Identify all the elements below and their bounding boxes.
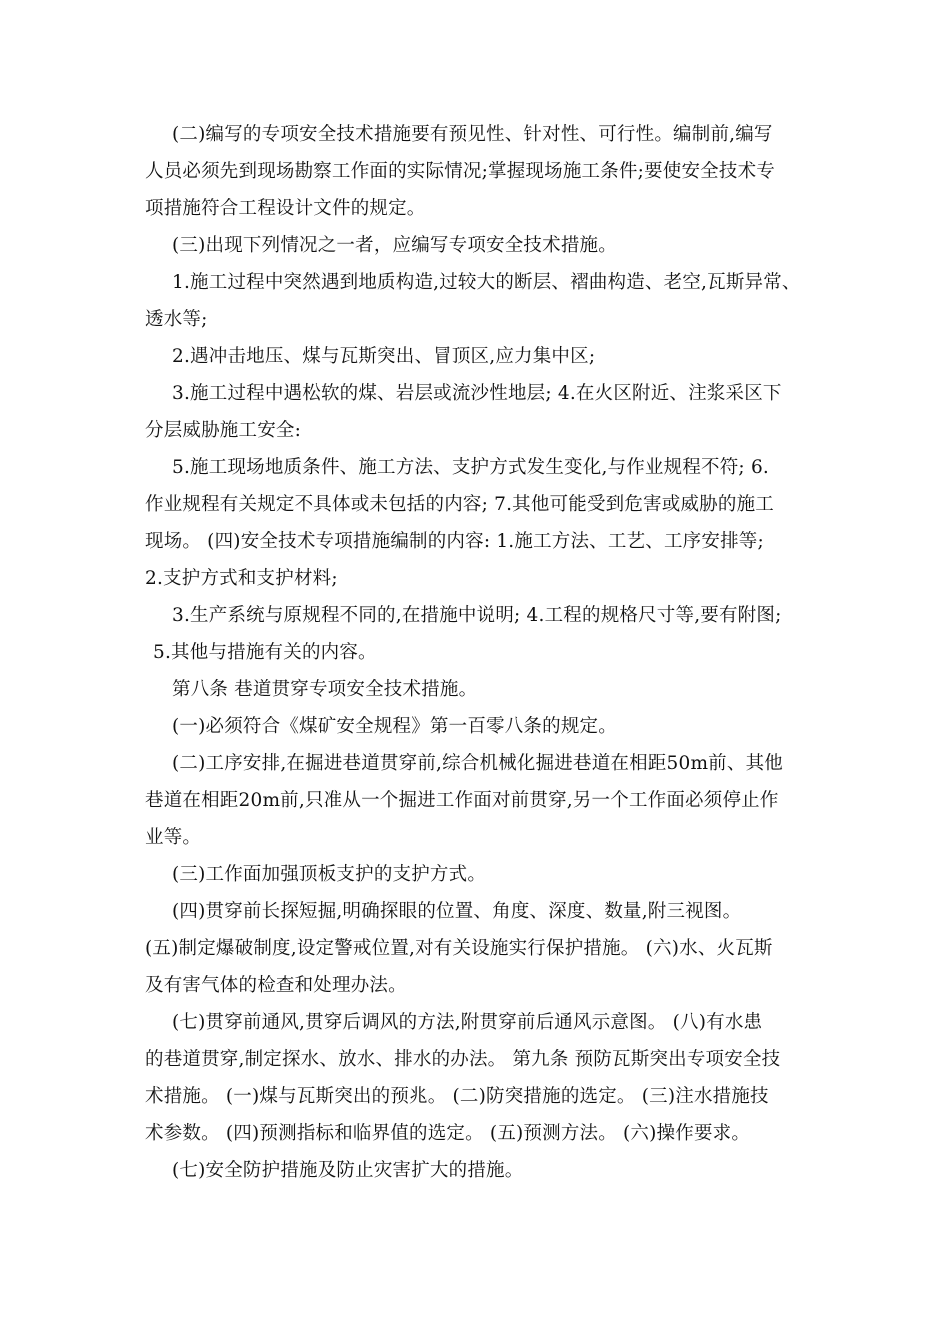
text-line: 5.施工现场地质条件、施工方法、支护方式发生变化,与作业规程不符; 6. [172, 457, 769, 478]
text-line: (二)工序安排,在掘进巷道贯穿前,综合机械化掘进巷道在相距50m前、其他 [172, 753, 783, 774]
text-line: 透水等; [145, 309, 208, 330]
text-line: 业等。 [145, 827, 202, 848]
text-line: 2.支护方式和支护材料; [145, 568, 338, 589]
text-line: 项措施符合工程设计文件的规定。 [145, 198, 426, 219]
text-line: (二)编写的专项安全技术措施要有预见性、针对性、可行性。编制前,编写 [172, 124, 773, 145]
text-line: (七)安全防护措施及防止灾害扩大的措施。 [172, 1160, 524, 1181]
text-line: (五)制定爆破制度,设定警戒位置,对有关设施实行保护措施。 (六)水、火瓦斯 [145, 938, 773, 959]
text-line: 2.遇冲击地压、煤与瓦斯突出、冒顶区,应力集中区; [172, 346, 596, 367]
text-line: 人员必须先到现场勘察工作面的实际情况;掌握现场施工条件;要使安全技术专 [145, 161, 775, 182]
text-line: 术措施。 (一)煤与瓦斯突出的预兆。 (二)防突措施的选定。 (三)注水措施技 [145, 1086, 769, 1107]
text-line: 的巷道贯穿,制定探水、放水、排水的办法。 第九条 预防瓦斯突出专项安全技 [145, 1049, 781, 1070]
text-line: (三)工作面加强顶板支护的支护方式。 [172, 864, 487, 885]
text-line: 1.施工过程中突然遇到地质构造,过较大的断层、褶曲构造、老空,瓦斯异常、 [172, 272, 801, 293]
text-line: 现场。 (四)安全技术专项措施编制的内容: 1.施工方法、工艺、工序安排等; [145, 531, 764, 552]
text-line: 及有害气体的检查和处理办法。 [145, 975, 407, 996]
text-line: 术参数。 (四)预测指标和临界值的选定。 (五)预测方法。 (六)操作要求。 [145, 1123, 751, 1144]
text-line: 3.生产系统与原规程不同的,在措施中说明; 4.工程的规格尺寸等,要有附图; [172, 605, 782, 626]
text-line: 作业规程有关规定不具体或未包括的内容; 7.其他可能受到危害或威胁的施工 [145, 494, 774, 515]
text-line: 3.施工过程中遇松软的煤、岩层或流沙性地层; 4.在火区附近、注浆采区下 [172, 383, 782, 404]
text-line: 分层威胁施工安全: [145, 420, 302, 441]
article-heading: 第八条 巷道贯穿专项安全技术措施。 [172, 679, 478, 700]
text-line: (七)贯穿前通风,贯穿后调风的方法,附贯穿前后通风示意图。 (八)有水患 [172, 1012, 763, 1033]
text-line: (四)贯穿前长探短掘,明确探眼的位置、角度、深度、数量,附三视图。 [172, 901, 742, 922]
text-line: (一)必须符合《煤矿安全规程》第一百零八条的规定。 [172, 716, 617, 737]
text-line: (三)出现下列情况之一者，应编写专项安全技术措施。 [172, 235, 617, 256]
text-line: 5.其他与措施有关的内容。 [153, 642, 377, 663]
text-line: 巷道在相距20m前,只准从一个掘进工作面对前贯穿,另一个工作面必须停止作 [145, 790, 779, 811]
